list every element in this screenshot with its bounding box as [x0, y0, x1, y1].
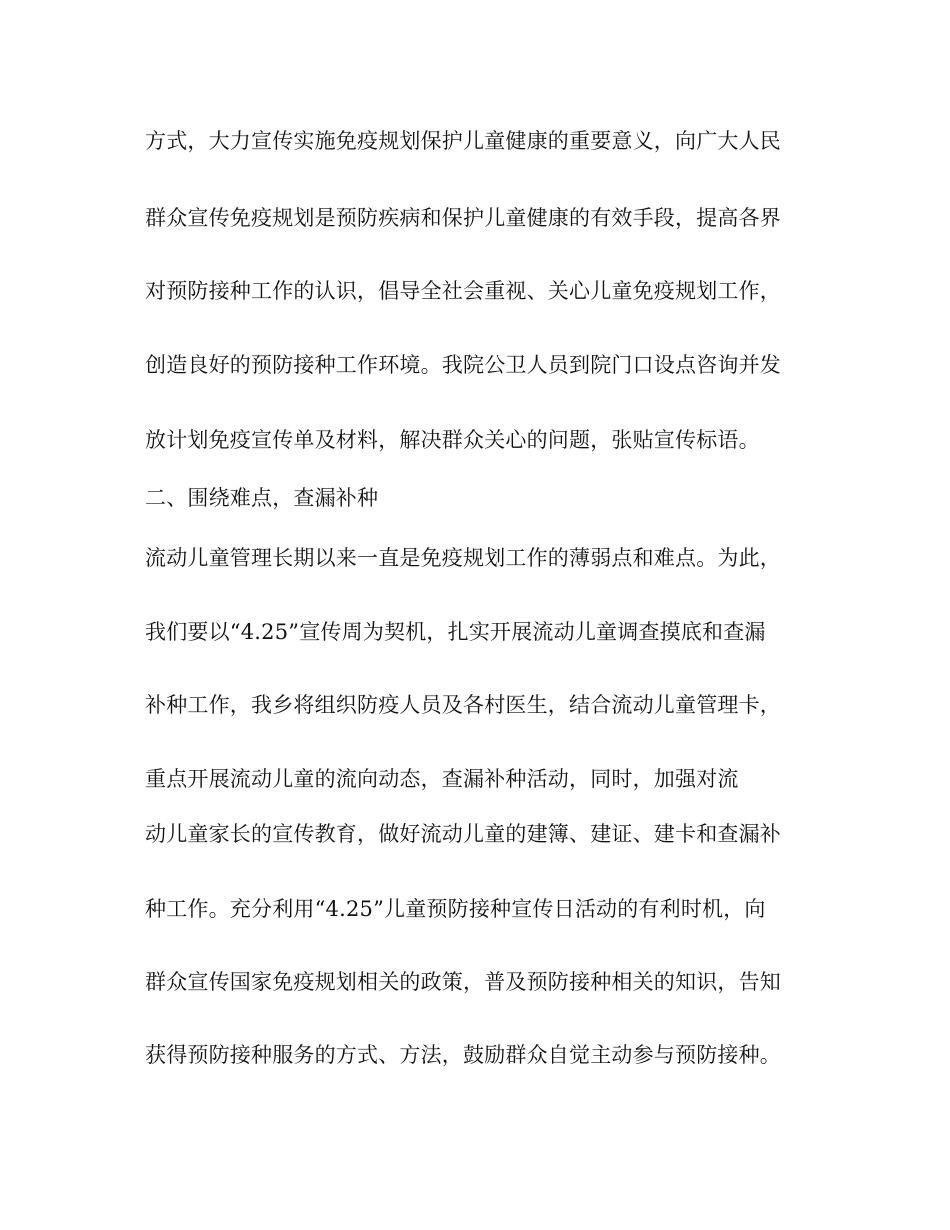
section-heading: 二、围绕难点，查漏补种: [145, 486, 379, 510]
text-line: 创造良好的预防接种工作环境。我院公卫人员到院门口设点咨询并发: [145, 353, 781, 377]
text-line: 放计划免疫宣传单及材料，解决群众关心的问题，张贴宣传标语。: [145, 428, 760, 452]
text-line: 我们要以“4.25”宣传周为契机，扎实开展流动儿童调查摸底和查漏: [145, 620, 766, 644]
text-line: 流动儿童管理长期以来一直是免疫规划工作的薄弱点和难点。为此，: [145, 546, 781, 570]
text-line: 获得预防接种服务的方式、方法，鼓励群众自觉主动参与预防接种。: [145, 1043, 781, 1067]
text-line: 群众宣传免疫规划是预防疾病和保护儿童健康的有效手段，提高各界: [145, 206, 781, 230]
text-line: 方式，大力宣传实施免疫规划保护儿童健康的重要意义，向广大人民: [145, 129, 781, 153]
text-line: 补种工作，我乡将组织防疫人员及各村医生，结合流动儿童管理卡，: [145, 693, 781, 717]
text-line: 群众宣传国家免疫规划相关的政策，普及预防接种相关的知识，告知: [145, 970, 781, 994]
text-line: 动儿童家长的宣传教育，做好流动儿童的建簿、建证、建卡和查漏补: [145, 822, 781, 846]
text-line: 重点开展流动儿童的流向动态，查漏补种活动，同时，加强对流: [145, 767, 739, 791]
text-line: 种工作。充分利用“4.25”儿童预防接种宣传日活动的有利时机，向: [145, 897, 766, 921]
text-line: 对预防接种工作的认识，倡导全社会重视、关心儿童免疫规划工作，: [145, 279, 781, 303]
